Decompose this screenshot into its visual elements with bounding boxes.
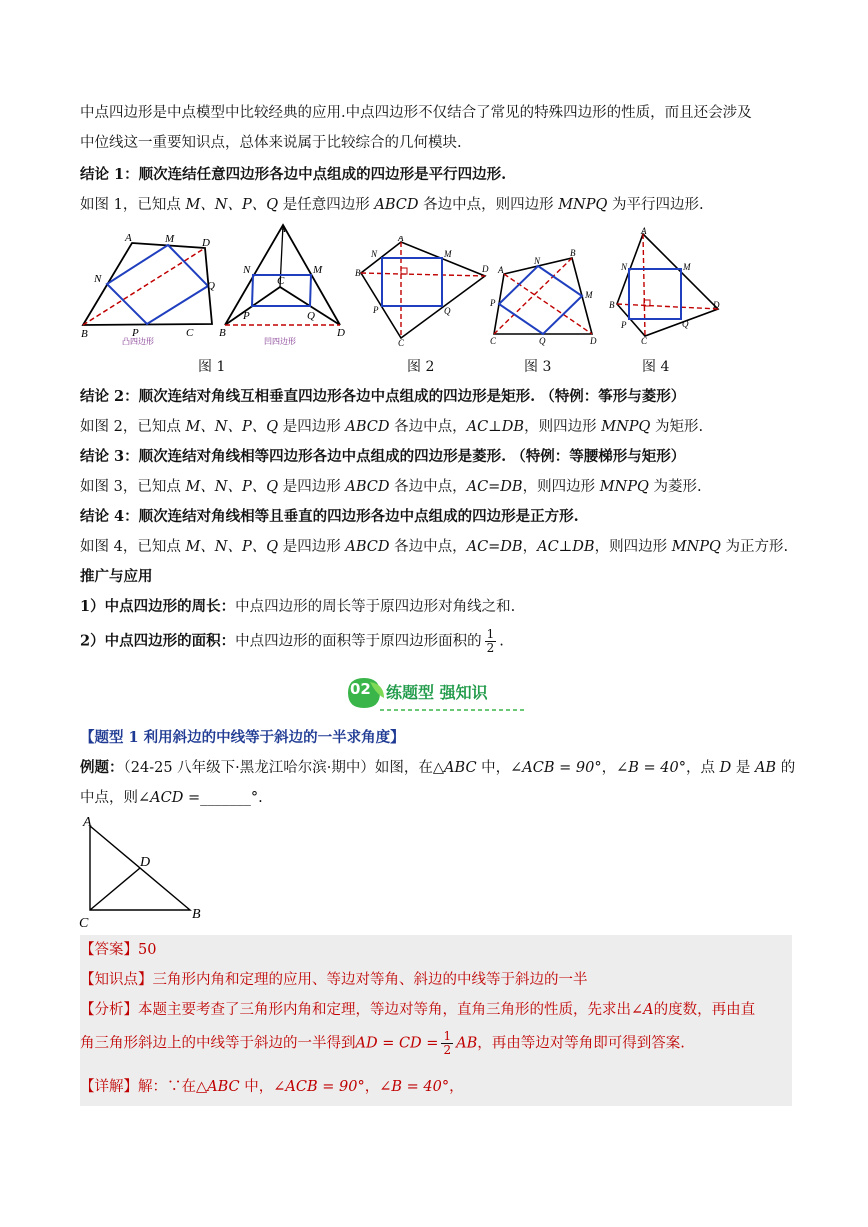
svg-text:D: D [590, 336, 597, 346]
svg-text:M: M [585, 290, 593, 300]
caption-figure-1: 图 1 [198, 359, 226, 375]
svg-text:D: D [337, 327, 345, 339]
svg-text:A: A [641, 226, 647, 236]
example-line-1: 例题：（24-25 八年级下·黑龙江哈尔滨·期中）如图，在△ABC 中，∠ACB = 90°，∠B = 40°，点 D 是 AB 的 [80, 759, 796, 776]
intro-line-2: 中位线这一重要知识点，总体来说属于比较综合的几何模块. [80, 135, 462, 151]
svg-text:D: D [482, 264, 489, 274]
svg-text:Q: Q [307, 310, 315, 322]
analysis-line-1: 【分析】本题主要考查了三角形内角和定理，等边对等角，直角三角形的性质，先求出∠A的度数，再由直 [80, 1002, 756, 1018]
svg-text:D: D [713, 300, 720, 310]
conclusion-1-title: 结论 1：顺次连结任意四边形各边中点组成的四边形是平行四边形. [80, 166, 507, 183]
svg-text:D: D [202, 237, 210, 249]
conclusion-3-title: 结论 3：顺次连结对角线相等四边形各边中点组成的四边形是菱形. （特例：等腰梯形与矩形） [80, 448, 686, 465]
caption-figure-2: 图 2 [407, 359, 435, 375]
banner-number: 02 [350, 680, 371, 698]
triangle-abc-figure [74, 812, 214, 930]
label-c: C [79, 916, 89, 930]
detail-line: 【详解】解：∵在△ABC 中，∠ACB = 90°，∠B = 40°， [80, 1079, 464, 1095]
svg-text:M: M [165, 233, 175, 245]
svg-text:B: B [570, 248, 576, 258]
svg-text:P: P [373, 305, 379, 315]
svg-text:P: P [132, 327, 139, 339]
banner-text: 练题型 强知识 [386, 683, 488, 702]
conclusion-1-body: 如图 1，已知点 M、N、P、Q 是任意四边形 ABCD 各边中点，则四边形 MNPQ 为平行四边形. [80, 197, 704, 213]
svg-text:B: B [609, 300, 615, 310]
extension-item-2: 2）中点四边形的面积：中点四边形的面积等于原四边形面积的 $\frac{1}{2}$ . [80, 627, 504, 655]
fraction-one-half: $\frac{1}{2}$ [486, 627, 495, 655]
figure-1-concave-label: 凹四边形 [264, 337, 296, 346]
svg-text:Q: Q [207, 280, 215, 292]
figure-2-perpendicular-diagonals [355, 236, 490, 346]
figure-1-concave-quadrilateral [215, 220, 350, 342]
type-1-title: 【题型 1 利用斜边的中线等于斜边的一半求角度】 [80, 729, 405, 746]
svg-text:P: P [621, 320, 627, 330]
svg-text:Q: Q [682, 319, 689, 329]
svg-text:P: P [243, 310, 250, 322]
svg-text:A: A [398, 236, 404, 243]
conclusion-4-title: 结论 4：顺次连结对角线相等且垂直的四边形各边中点组成的四边形是正方形. [80, 508, 579, 525]
svg-text:C: C [186, 327, 194, 339]
conclusion-4-body: 如图 4，已知点 M、N、P、Q 是四边形 ABCD 各边中点，AC=DB，AC⊥DB，则四边形 MNPQ 为正方形. [80, 539, 789, 555]
extension-title: 推广与应用 [80, 568, 153, 585]
svg-text:A: A [125, 232, 132, 244]
conclusion-2-title: 结论 2：顺次连结对角线互相垂直四边形各边中点组成的四边形是矩形. （特例：筝形与菱形） [80, 388, 686, 405]
figure-1-convex-label: 凸四边形 [122, 337, 154, 346]
extension-item-1: 1）中点四边形的周长：中点四边形的周长等于原四边形对角线之和. [80, 598, 516, 615]
svg-text:B: B [355, 268, 361, 278]
svg-text:N: N [371, 249, 378, 259]
caption-figure-4: 图 4 [642, 359, 670, 375]
svg-text:B: B [219, 327, 226, 339]
analysis-line-2: 角三角形斜边上的中线等于斜边的一半得到AD = CD = $\frac{1}{2}$ AB，再由等边对等角即可得到答案. [80, 1029, 685, 1057]
svg-text:P: P [490, 298, 496, 308]
svg-text:A: A [498, 265, 504, 275]
figure-3-equal-diagonals [488, 246, 603, 346]
fraction-one-half-analysis: $\frac{1}{2}$ [443, 1029, 452, 1057]
figure-1-convex-quadrilateral [78, 232, 220, 342]
caption-figure-3: 图 3 [524, 359, 552, 375]
svg-text:N: N [534, 256, 541, 266]
svg-text:Q: Q [539, 336, 546, 346]
label-d: D [140, 855, 151, 870]
conclusion-2-body: 如图 2，已知点 M、N、P、Q 是四边形 ABCD 各边中点，AC⊥DB，则四边形 MNPQ 为矩形. [80, 419, 704, 435]
svg-text:A: A [279, 223, 286, 235]
svg-text:N: N [94, 273, 102, 285]
svg-text:Q: Q [444, 306, 451, 316]
svg-text:N: N [621, 262, 628, 272]
svg-text:B: B [81, 328, 88, 340]
svg-text:M: M [313, 264, 323, 276]
label-a: A [83, 815, 92, 830]
svg-text:C: C [398, 338, 405, 346]
knowledge-point-line: 【知识点】三角形内角和定理的应用、等边对等角、斜边的中线等于斜边的一半 [80, 972, 588, 988]
intro-line-1: 中点四边形是中点模型中比较经典的应用.中点四边形不仅结合了常见的特殊四边形的性质，而且还会涉及 [80, 105, 752, 121]
answer-line: 【答案】50 [80, 942, 157, 958]
svg-text:C: C [277, 275, 285, 287]
svg-text:C: C [490, 336, 497, 346]
example-line-2: 中点，则∠ACD =_______°. [80, 790, 263, 806]
svg-text:M: M [683, 262, 691, 272]
conclusion-3-body: 如图 3，已知点 M、N、P、Q 是四边形 ABCD 各边中点，AC=DB，则四边形 MNPQ 为菱形. [80, 479, 702, 495]
label-b: B [192, 907, 201, 922]
svg-text:M: M [444, 249, 452, 259]
svg-text:N: N [243, 264, 251, 276]
figure-4-equal-perpendicular-diagonals [603, 226, 723, 344]
svg-text:C: C [641, 336, 648, 344]
